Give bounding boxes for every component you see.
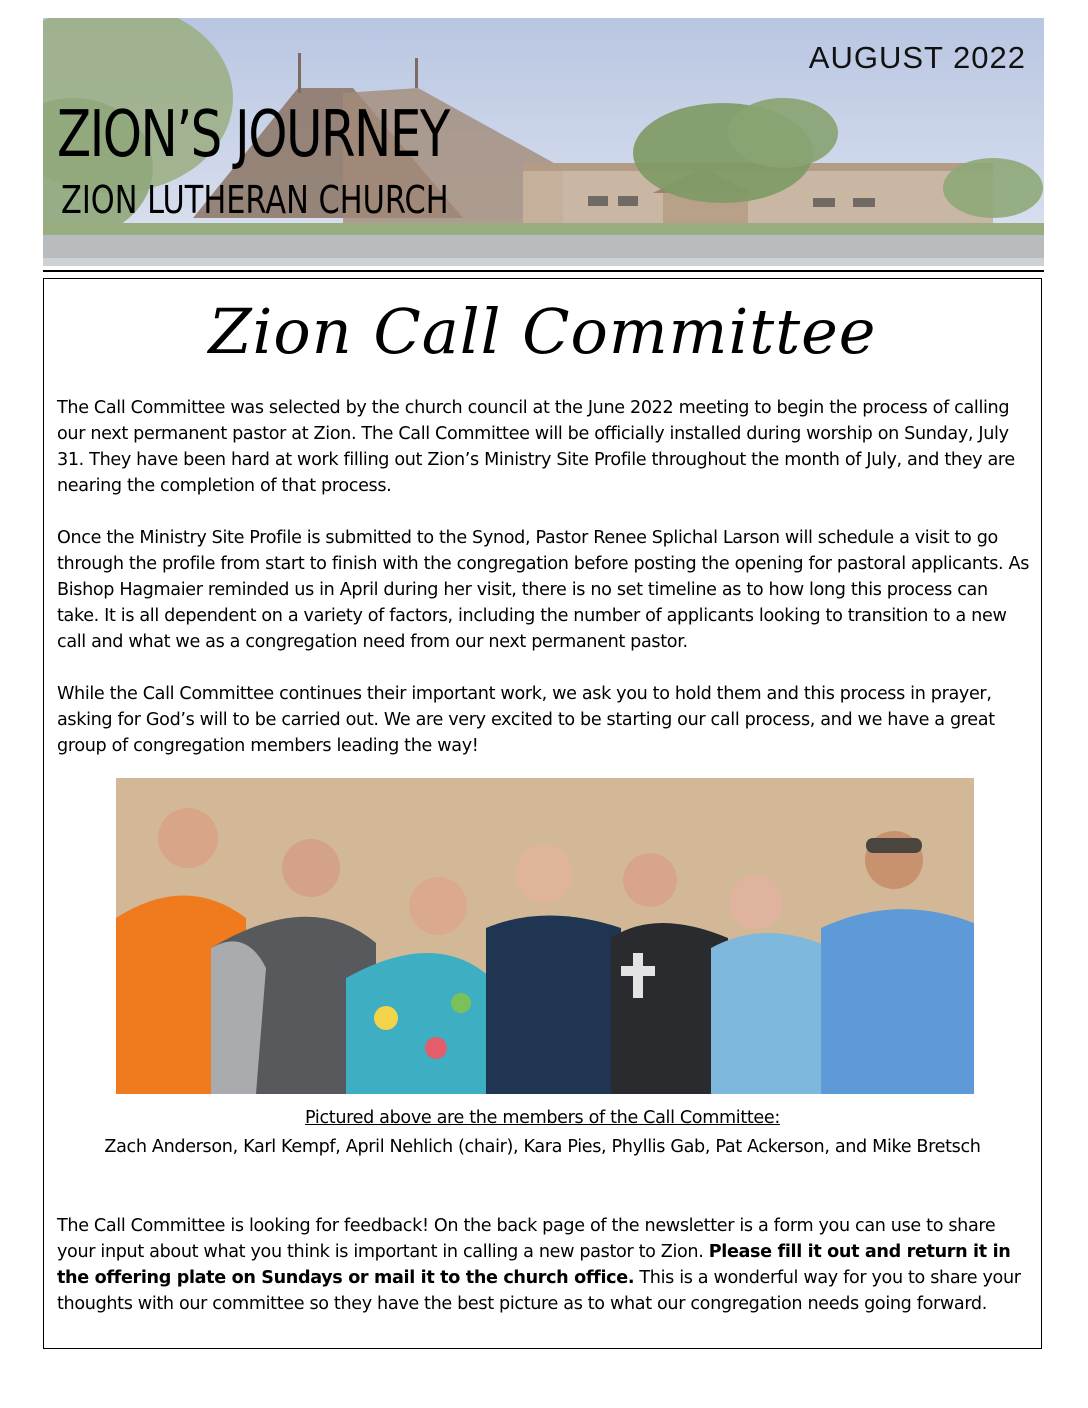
closing-paragraph: [57, 1213, 1032, 1317]
photo-caption-names: Zach Anderson, Karl Kempf, April Nehlich (chair), Kara Pies, Phyllis Gab, Pat Ackerson, and Mike Bretsch: [104, 1137, 981, 1157]
closing-text-end: This is a wonderful way for you to share your thoughts with our committee so they have the best picture as to what our congregation needs going forward.: [57, 1268, 1021, 1314]
article-paragraph-3: While the Call Committee continues their important work, we ask you to hold them and this process in prayer, asking for God’s will to be carried out. We are very excited to be starting our call process, and we have a great group of congregation members leading the way!: [57, 684, 995, 756]
closing-text-bold: Please fill it out and return it in the offering plate on Sundays or mail it to the church office.: [57, 1242, 1011, 1288]
article-paragraph-1: The Call Committee was selected by the church council at the June 2022 meeting to begin the process of calling our next permanent pastor at Zion. The Call Committee will be officially installed during worship on Sunday, July 31. They have been hard at work filling out Zion’s Ministry Site Profile throughout the month of July, and they are nearing the completion of that process.: [57, 398, 1015, 496]
article-heading: Zion Call Committee: [208, 295, 877, 368]
header-divider: [43, 270, 1044, 272]
article-paragraph-2: Once the Ministry Site Profile is submitted to the Synod, Pastor Renee Splichal Larson will schedule a visit to go through the profile from start to finish with the congregation before posting the opening for pastoral applicants. As Bishop Hagmaier reminded us in April during her visit, there is no set timeline as to how long this process can take. It is all dependent on a variety of factors, including the number of applicants looking to transition to a new call and what we as a congregation need from our next permanent pastor.: [57, 528, 1030, 652]
closing-text-start: The Call Committee is looking for feedback! On the back page of the newsletter is a form you can use to share your input about what you think is important in calling a new pastor to Zion.: [57, 1216, 996, 1262]
newsletter-title: ZION’S JOURNEY: [57, 98, 449, 172]
issue-date: AUGUST 2022: [808, 40, 1026, 75]
caption-title-text: Pictured above are the members of the Call Committee:: [305, 1108, 780, 1128]
committee-photo: [116, 778, 974, 1094]
header-banner: [43, 18, 1044, 266]
article-box: [43, 278, 1042, 1349]
photo-caption-title: [44, 1106, 1041, 1130]
newsletter-subtitle: ZION LUTHERAN CHURCH: [61, 178, 449, 222]
